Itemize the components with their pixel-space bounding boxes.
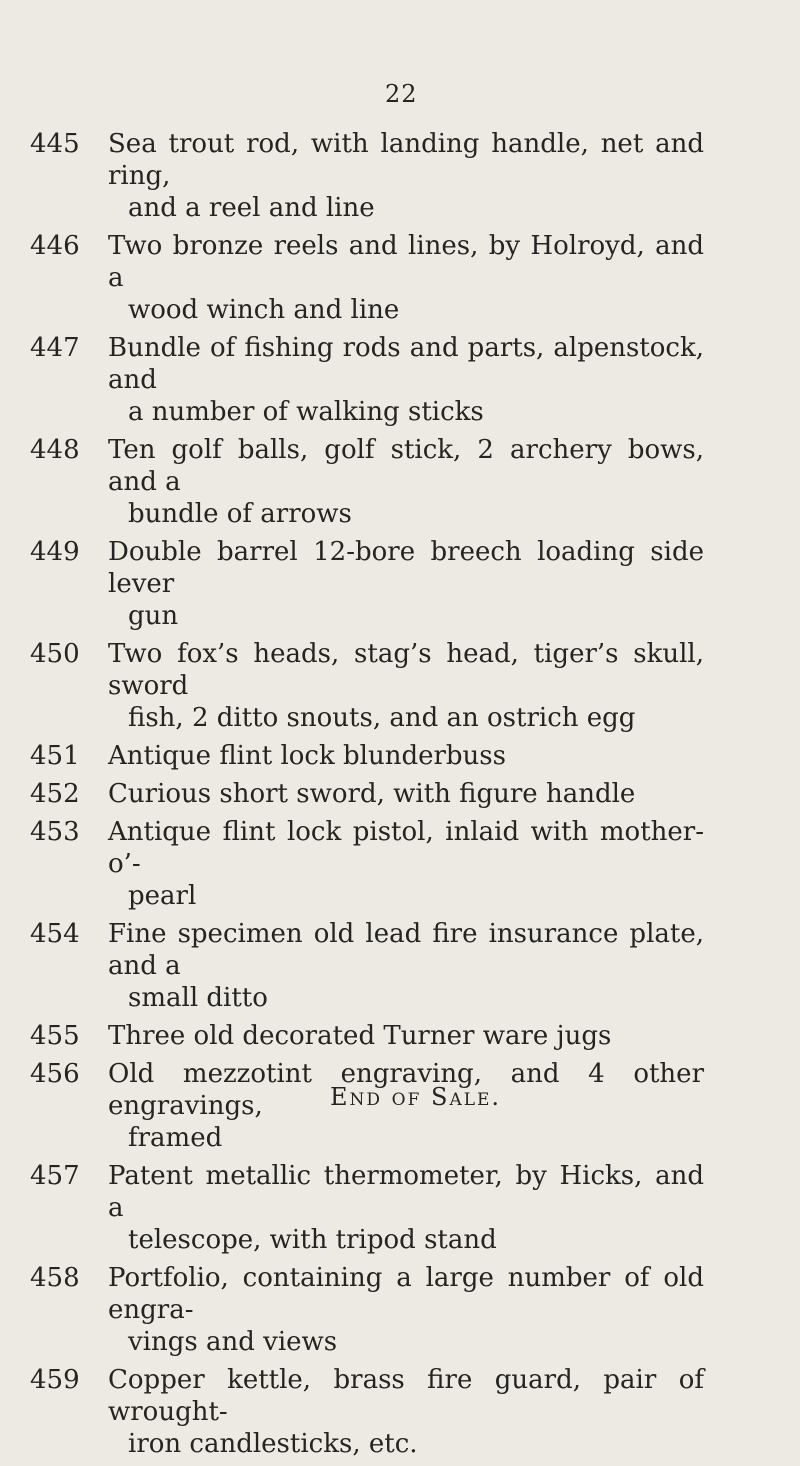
lot-item bbox=[0, 1262, 800, 1358]
lot-description-line: Patent metallic thermometer, by Hicks, and a bbox=[108, 1161, 704, 1223]
lot-item bbox=[0, 434, 800, 530]
lot-item bbox=[0, 918, 800, 1014]
lot-description bbox=[108, 740, 704, 772]
lot-item bbox=[0, 1364, 800, 1460]
lot-number: 445 bbox=[30, 129, 80, 159]
lot-description bbox=[108, 1160, 704, 1256]
lot-item bbox=[0, 778, 800, 810]
lot-description-continuation: gun bbox=[128, 601, 179, 631]
lot-description-continuation: and a reel and line bbox=[128, 193, 375, 223]
lot-description-line: Antique flint lock pistol, inlaid with mother-o’- bbox=[108, 817, 704, 879]
lot-description bbox=[108, 918, 704, 1014]
lot-description-line: Old mezzotint engraving, and 4 other engravings, bbox=[108, 1059, 704, 1121]
lot-description-line: Bundle of fishing rods and parts, alpenstock, and bbox=[108, 333, 704, 395]
lot-description bbox=[108, 434, 704, 530]
lot-item bbox=[0, 128, 800, 224]
lot-description-line: Sea trout rod, with landing handle, net and ring, bbox=[108, 129, 704, 191]
lot-description-continuation: wood winch and line bbox=[128, 295, 400, 325]
lot-description-line: Three old decorated Turner ware jugs bbox=[108, 1021, 612, 1051]
lot-number: 451 bbox=[30, 741, 80, 771]
lot-description-continuation: framed bbox=[128, 1123, 223, 1153]
lot-list bbox=[0, 128, 800, 1466]
lot-description-line: Two fox’s heads, stag’s head, tiger’s skull, sword bbox=[108, 639, 704, 701]
lot-description-line: Double barrel 12-bore breech loading side lever bbox=[108, 537, 704, 599]
lot-number: 458 bbox=[30, 1263, 80, 1293]
page-number: 22 bbox=[385, 80, 418, 108]
lot-number: 449 bbox=[30, 537, 80, 567]
lot-description-line: Portfolio, containing a large number of old engra- bbox=[108, 1263, 704, 1325]
lot-number: 447 bbox=[30, 333, 80, 363]
lot-description bbox=[108, 1262, 704, 1358]
lot-description bbox=[108, 230, 704, 326]
lot-number: 457 bbox=[30, 1161, 80, 1191]
lot-number: 454 bbox=[30, 919, 80, 949]
lot-description-line: Curious short sword, with figure handle bbox=[108, 779, 636, 809]
lot-description bbox=[108, 816, 704, 912]
lot-item bbox=[0, 230, 800, 326]
lot-number: 450 bbox=[30, 639, 80, 669]
lot-description bbox=[108, 638, 704, 734]
lot-number: 456 bbox=[30, 1059, 80, 1089]
lot-number: 446 bbox=[30, 231, 80, 261]
lot-description-continuation: small ditto bbox=[128, 983, 268, 1013]
lot-description-continuation: telescope, with tripod stand bbox=[128, 1225, 497, 1255]
lot-number: 453 bbox=[30, 817, 80, 847]
lot-number: 452 bbox=[30, 779, 80, 809]
lot-description-continuation: iron candlesticks, etc. bbox=[128, 1429, 418, 1459]
lot-item bbox=[0, 740, 800, 772]
lot-description-continuation: bundle of arrows bbox=[128, 499, 352, 529]
lot-description bbox=[108, 1364, 704, 1460]
lot-description-line: Antique flint lock blunderbuss bbox=[108, 741, 506, 771]
lot-item bbox=[0, 638, 800, 734]
lot-description-line: Ten golf balls, golf stick, 2 archery bows, and a bbox=[108, 435, 704, 497]
lot-description-line: Copper kettle, brass fire guard, pair of wrought- bbox=[108, 1365, 704, 1427]
lot-item bbox=[0, 1160, 800, 1256]
lot-description-continuation: pearl bbox=[128, 881, 197, 911]
lot-item bbox=[0, 1020, 800, 1052]
lot-description bbox=[108, 128, 704, 224]
lot-description-line: Fine specimen old lead fire insurance plate, and a bbox=[108, 919, 704, 981]
lot-number: 459 bbox=[30, 1365, 80, 1395]
lot-description bbox=[108, 778, 704, 810]
lot-description bbox=[108, 332, 704, 428]
lot-item bbox=[0, 332, 800, 428]
lot-description-continuation: fish, 2 ditto snouts, and an ostrich egg bbox=[128, 703, 636, 733]
lot-number: 455 bbox=[30, 1021, 80, 1051]
lot-description-continuation: vings and views bbox=[128, 1327, 338, 1357]
lot-description bbox=[108, 1020, 704, 1052]
lot-description bbox=[108, 536, 704, 632]
lot-item bbox=[0, 536, 800, 632]
lot-description-continuation: a number of walking sticks bbox=[128, 397, 484, 427]
lot-description-line: Two bronze reels and lines, by Holroyd, and a bbox=[108, 231, 704, 293]
lot-item bbox=[0, 816, 800, 912]
lot-number: 448 bbox=[30, 435, 80, 465]
end-of-sale-footer: End of Sale. bbox=[330, 1083, 502, 1111]
